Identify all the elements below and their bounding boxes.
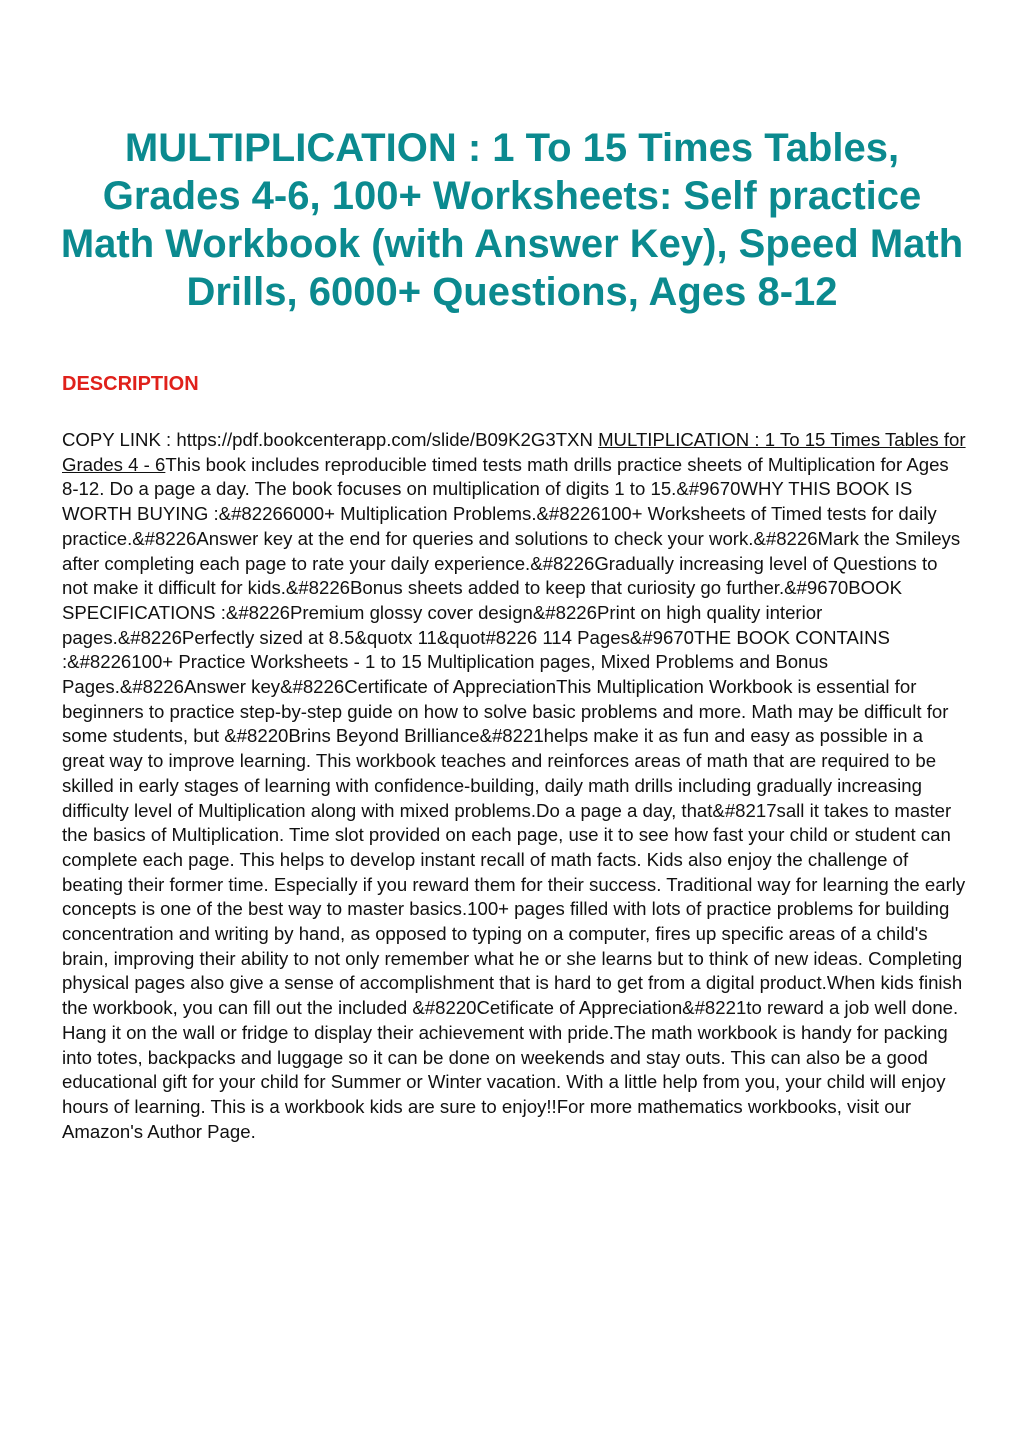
description-text: This book includes reproducible timed tests math drills practice sheets of Multiplication for Ages 8-12. Do a page a day. The book focuses on multiplication of digits 1 to 15.&#9670WHY THIS BOOK IS WORTH BUYING :&#82266000+ Multiplication Problems.&#8226100+ Worksheets of Timed tests for daily practice.&#8226Answer key at the end for queries and solutions to check your work.&#8226Mark the Smileys after completing each page to rate your daily experience.&#8226Gradually increasing level of Questions to not make it difficult for kids.&#8226Bonus sheets added to keep that curiosity go further.&#9670BOOK SPECIFICATIONS :&#8226Premium glossy cover design&#8226Print on high quality interior pages.&#8226Perfectly sized at 8.5&quotx 11&quot#8226 114 Pages&#9670THE BOOK CONTAINS :&#8226100+ Practice Worksheets - 1 to 15 Multiplication pages, Mixed Problems and Bonus Pages.&#8226Answer key&#8226Certificate of AppreciationThis Multiplication Workbook is essential for beginners to practice step-by-step guide on how to solve basic problems and more. Math may be difficult for some students, but &#8220Brins Beyond Brilliance&#8221helps make it as fun and easy as possible in a great way to improve learning. This workbook teaches and reinforces areas of math that are required to be skilled in early stages of learning with confidence-building, daily math drills including gradually increasing difficulty level of Multiplication along with mixed problems.Do a page a day, that&#8217sall it takes to master the basics of Multiplication. Time slot provided on each page, use it to see how fast your child or student can complete each page. This helps to develop instant recall of math facts. Kids also enjoy the challenge of beating their former time. Especially if you reward them for their success. Traditional way for learning the early concepts is one of the best way to master basics.100+ pages filled with lots of practice problems for building concentration and writing by hand, as opposed to typing on a computer, fires up specific areas of a child's brain, improving their ability to not only remember what he or she learns but to think of new ideas. Completing physical pages also give a sense of accomplishment that is hard to get from a digital product.When kids finish the workbook, you can fill out the included &#8220Cetificate of Appreciation&#8221to reward a job well done. Hang it on the wall or fridge to display their achievement with pride.The math workbook is handy for packing into totes, backpacks and luggage so it can be done on weekends and stay outs. This can also be a good educational gift for your child for Summer or Winter vacation. With a little help from you, your child will enjoy hours of learning. This is a workbook kids are sure to enjoy!!For more mathematics workbooks, visit our Amazon's Author Page. xyxy=(62,453,966,1142)
description-body xyxy=(62,428,966,1144)
copy-link-text: COPY LINK : https://pdf.bookcenterapp.com/slide/B09K2G3TXN xyxy=(62,429,599,450)
book-title-link[interactable]: MULTIPLICATION : 1 To 15 Times Tables for Grades 4 - 6 xyxy=(62,429,966,475)
description-heading: DESCRIPTION xyxy=(62,373,199,395)
document-title: MULTIPLICATION : 1 To 15 Times Tables, Grades 4-6, 100+ Worksheets: Self practice Math Workbook (with Answer Key), Speed Math Drills, 6000+ Questions, Ages 8-12 xyxy=(60,126,964,314)
